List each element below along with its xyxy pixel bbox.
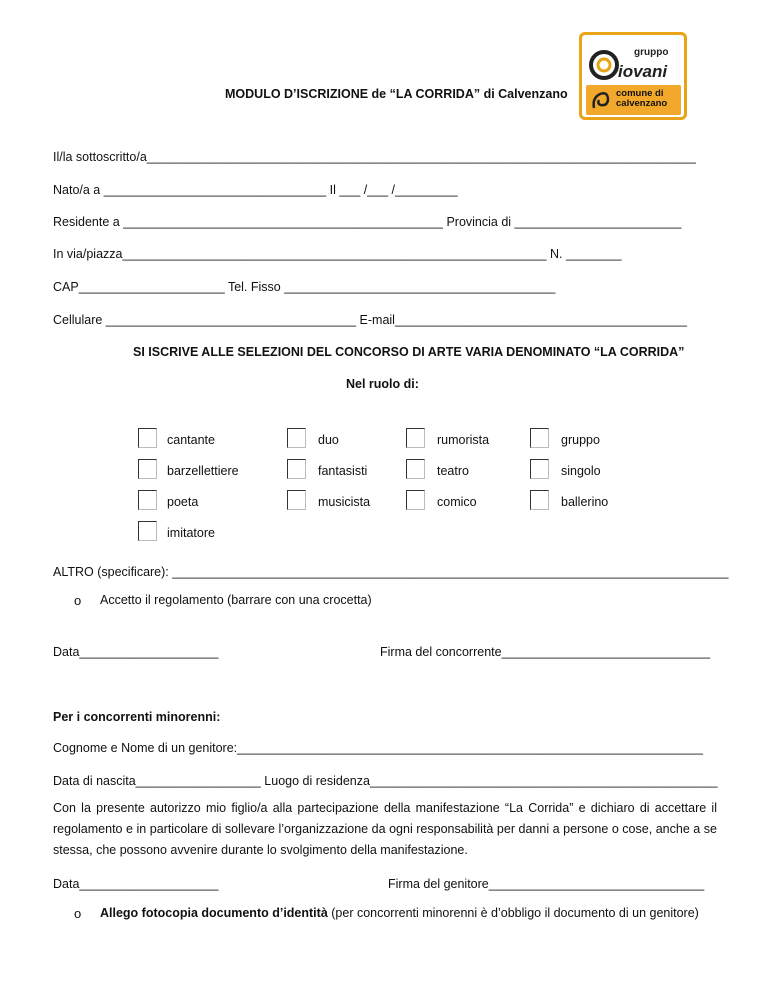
checkbox-barzellettiere[interactable]: [138, 459, 157, 479]
allego-bullet-icon[interactable]: o: [74, 906, 82, 921]
field-firma-concorrente[interactable]: Firma del concorrente______________________________: [380, 645, 711, 659]
checkbox-duo[interactable]: [287, 428, 306, 448]
role-label: rumorista: [437, 433, 490, 447]
logo-graphic: [588, 41, 680, 83]
autorizzo-paragraph: Con la presente autorizzo mio figlio/a alla partecipazione della manifestazione “La Corrida” e dichiaro di accettare il regolamento e in particolare di sollevare l’organizzazione da ogni responsabilità per danni a persone o cose, anche a se stessa, che possono avvenire durante lo svolgimento della manifestazione.: [53, 801, 717, 857]
role-label: gruppo: [561, 433, 600, 447]
role-label: imitatore: [167, 526, 215, 540]
checkbox-comico[interactable]: [406, 490, 425, 510]
swirl-icon: [590, 88, 612, 112]
field-cap[interactable]: CAP_____________________ Tel. Fisso _______________________________________: [53, 280, 556, 294]
role-label: comico: [437, 495, 477, 509]
si-iscrive-heading: SI ISCRIVE ALLE SELEZIONI DEL CONCORSO DI ARTE VARIA DENOMINATO “LA CORRIDA”: [133, 345, 685, 359]
checkbox-poeta[interactable]: [138, 490, 157, 510]
field-firma-genitore[interactable]: Firma del genitore_______________________________: [388, 877, 705, 891]
checkbox-ballerino[interactable]: [530, 490, 549, 510]
field-data-concorrente[interactable]: Data____________________: [53, 645, 219, 659]
role-label: duo: [318, 433, 339, 447]
accetto-regolamento: Accetto il regolamento (barrare con una crocetta): [100, 593, 372, 607]
field-nato[interactable]: Nato/a a ________________________________ Il ___ /___ /_________: [53, 183, 458, 197]
checkbox-imitatore[interactable]: [138, 521, 157, 541]
field-altro[interactable]: ALTRO (specificare): ________________________________________________________________________________: [53, 565, 729, 579]
logo-top-text: gruppo: [634, 47, 669, 58]
field-residente[interactable]: Residente a ______________________________________________ Provincia di ________________________: [53, 215, 682, 229]
allego-bold: Allego fotocopia documento d’identità: [100, 906, 328, 920]
role-label: ballerino: [561, 495, 609, 509]
field-via[interactable]: In via/piazza_____________________________________________________________ N. ________: [53, 247, 622, 261]
role-label: poeta: [167, 495, 199, 509]
field-sottoscritto[interactable]: Il/la sottoscritto/a_______________________________________________________________________________: [53, 150, 696, 164]
checkbox-teatro[interactable]: [406, 459, 425, 479]
checkbox-fantasisti[interactable]: [287, 459, 306, 479]
field-nascita-residenza[interactable]: Data di nascita__________________ Luogo di residenza__________________________________________________: [53, 774, 718, 788]
checkbox-singolo[interactable]: [530, 459, 549, 479]
field-data-genitore[interactable]: Data____________________: [53, 877, 219, 891]
logo-gruppo-giovani: [579, 32, 687, 120]
minorenni-heading: Per i concorrenti minorenni:: [53, 710, 221, 724]
role-label: barzellettiere: [167, 464, 239, 478]
role-label: singolo: [561, 464, 601, 478]
checkbox-musicista[interactable]: [287, 490, 306, 510]
logo-brand-text: iovani: [618, 62, 668, 81]
role-label: cantante: [167, 433, 215, 447]
form-title: MODULO D’ISCRIZIONE de “LA CORRIDA” di Calvenzano: [225, 87, 568, 101]
checkbox-cantante[interactable]: [138, 428, 157, 448]
role-label: fantasisti: [318, 464, 368, 478]
logo-band-text: comune di calvenzano: [616, 88, 668, 109]
checkbox-gruppo[interactable]: [530, 428, 549, 448]
checkbox-rumorista[interactable]: [406, 428, 425, 448]
field-genitore[interactable]: Cognome e Nome di un genitore:___________________________________________________________________: [53, 741, 703, 755]
accetto-bullet-icon[interactable]: o: [74, 593, 82, 608]
logo-band: [586, 85, 681, 115]
field-cellulare[interactable]: Cellulare ____________________________________ E-mail__________________________________________: [53, 313, 687, 327]
role-label: musicista: [318, 495, 371, 509]
nel-ruolo-heading: Nel ruolo di:: [346, 377, 419, 391]
role-label: teatro: [437, 464, 469, 478]
allego-rest: (per concorrenti minorenni è d’obbligo il documento di un genitore): [327, 906, 699, 920]
allego-line: [100, 906, 699, 920]
